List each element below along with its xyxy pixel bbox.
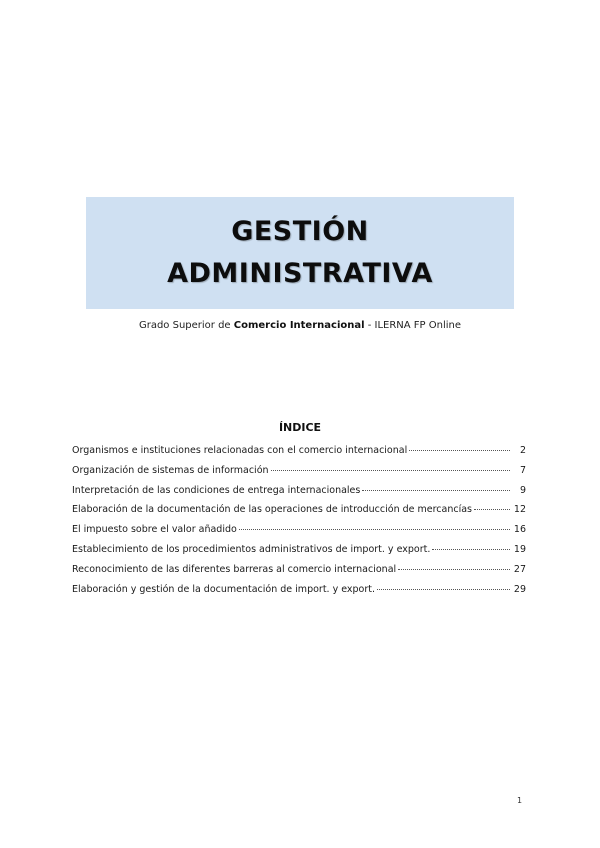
toc-entry-page: 16	[513, 524, 526, 536]
toc-entry[interactable]	[72, 484, 526, 504]
toc-entry[interactable]	[72, 503, 526, 523]
toc-entry-title: Reconocimiento de las diferentes barreras al comercio internacional	[72, 563, 397, 575]
toc-entry-page: 27	[513, 563, 526, 575]
title-line-2: ADMINISTRATIVA	[167, 258, 433, 289]
table-of-contents	[72, 444, 526, 602]
toc-entry-page: 9	[519, 484, 526, 496]
page-number: 1	[517, 796, 523, 805]
toc-dot-leader	[474, 509, 510, 510]
title-banner	[86, 197, 514, 309]
toc-entry-title: El impuesto sobre el valor añadido	[72, 524, 237, 536]
toc-entry-title: Elaboración y gestión de la documentación de import. y export.	[72, 583, 376, 595]
toc-entry-title: Elaboración de la documentación de las operaciones de introducción de mercancías	[72, 504, 473, 516]
toc-entry-page: 12	[513, 504, 526, 516]
toc-dot-leader	[271, 470, 510, 471]
toc-entry-page: 7	[519, 464, 526, 476]
toc-dot-leader	[377, 589, 510, 590]
toc-entry-page: 29	[513, 583, 526, 595]
toc-entry[interactable]	[72, 523, 526, 543]
toc-entry[interactable]	[72, 444, 526, 464]
toc-entry[interactable]	[72, 583, 526, 603]
toc-dot-leader	[239, 529, 510, 530]
index-heading: ÍNDICE	[278, 421, 322, 434]
toc-entry-title: Interpretación de las condiciones de entrega internacionales	[72, 484, 361, 496]
subtitle	[0, 319, 600, 333]
subtitle-prefix: Grado Superior de	[138, 320, 234, 331]
toc-entry[interactable]	[72, 543, 526, 563]
toc-entry[interactable]	[72, 563, 526, 583]
toc-entry-title: Organismos e instituciones relacionadas con el comercio internacional	[72, 445, 408, 456]
toc-dot-leader	[362, 490, 510, 491]
toc-entry-title: Establecimiento de los procedimientos administrativos de import. y export.	[72, 543, 431, 555]
toc-entry-page: 19	[513, 543, 526, 555]
subtitle-suffix: - ILERNA FP Online	[364, 320, 462, 331]
toc-dot-leader	[398, 569, 510, 570]
toc-dot-leader	[432, 549, 510, 550]
toc-entry[interactable]	[72, 464, 526, 484]
toc-entry-title: Organización de sistemas de información	[72, 464, 269, 476]
title-line-1: GESTIÓN	[231, 216, 369, 247]
toc-dot-leader	[409, 450, 510, 451]
subtitle-emphasis: Comercio Internacional	[233, 320, 365, 331]
toc-entry-page: 2	[519, 445, 526, 456]
